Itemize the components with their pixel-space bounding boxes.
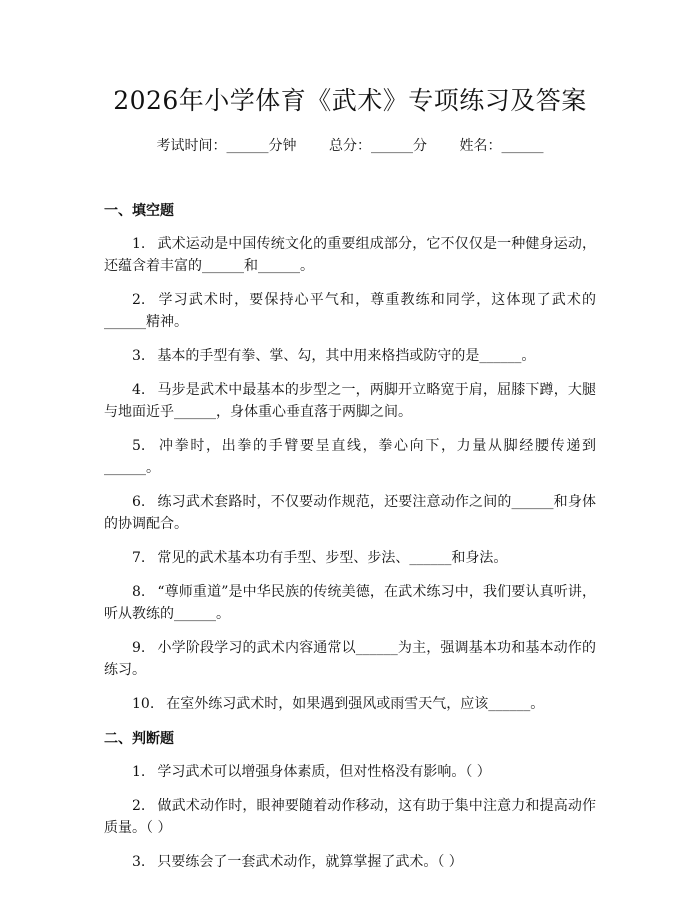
question-text: 只要练会了一套武术动作，就算掌握了武术。（ ） — [157, 854, 463, 870]
question-item — [104, 795, 596, 839]
question-text: 学习武术可以增强身体素质，但对性格没有影响。（ ） — [157, 764, 491, 780]
question-number: 7. — [132, 550, 146, 566]
question-number: 4. — [132, 382, 146, 398]
question-item — [104, 581, 596, 625]
question-item — [104, 435, 596, 479]
question-item — [104, 233, 596, 277]
question-number: 6. — [132, 494, 146, 510]
question-item — [104, 637, 596, 681]
section-heading: 二、判断题 — [104, 731, 174, 747]
question-text: 冲拳时，出拳的手臂要呈直线，拳心向下，力量从脚经腰传递到______。 — [104, 438, 596, 476]
question-number: 1. — [132, 764, 146, 780]
question-text: 在室外练习武术时，如果遇到强风或雨雪天气，应该______。 — [166, 696, 545, 712]
document-title: 2026年小学体育《武术》专项练习及答案 — [113, 86, 587, 115]
student-name-label: 姓名：______ — [459, 138, 544, 154]
question-item — [104, 345, 596, 367]
question-item — [104, 547, 596, 569]
question-item — [104, 379, 596, 423]
exam-time-label: 考试时间：______分钟 — [156, 138, 297, 154]
section-heading: 一、填空题 — [104, 203, 174, 219]
question-item — [104, 693, 596, 715]
section-true-false — [104, 729, 596, 873]
question-list — [104, 233, 596, 715]
question-number: 9. — [132, 640, 146, 656]
question-text: 学习武术时，要保持心平气和，尊重教练和同学，这体现了武术的______精神。 — [104, 292, 596, 330]
question-number: 3. — [132, 854, 146, 870]
question-number: 2. — [132, 798, 146, 814]
total-score-label: 总分：______分 — [329, 138, 427, 154]
question-number: 8. — [132, 584, 146, 600]
question-text: 小学阶段学习的武术内容通常以______为主，强调基本功和基本动作的练习。 — [104, 640, 596, 678]
question-item — [104, 289, 596, 333]
question-text: 做武术动作时，眼神要随着动作移动，这有助于集中注意力和提高动作质量。（ ） — [104, 798, 596, 836]
exam-meta — [104, 136, 596, 156]
question-text: “尊师重道”是中华民族的传统美德，在武术练习中，我们要认真听讲，听从教练的______。 — [104, 584, 596, 622]
question-text: 武术运动是中国传统文化的重要组成部分，它不仅仅是一种健身运动，还蕴含着丰富的______和______。 — [104, 236, 596, 274]
question-item — [104, 761, 596, 783]
question-list — [104, 761, 596, 873]
question-number: 2. — [132, 292, 146, 308]
question-number: 10. — [132, 696, 155, 712]
question-number: 1. — [132, 236, 146, 252]
question-text: 马步是武术中最基本的步型之一，两脚开立略宽于肩，屈膝下蹲，大腿与地面近乎______，身体重心垂直落于两脚之间。 — [104, 382, 596, 420]
question-number: 3. — [132, 348, 146, 364]
question-item — [104, 851, 596, 873]
question-text: 常见的武术基本功有手型、步型、步法、______和身法。 — [157, 550, 508, 566]
question-number: 5. — [132, 438, 146, 454]
question-text: 基本的手型有拳、掌、勾，其中用来格挡或防守的是______。 — [157, 348, 536, 364]
question-item — [104, 491, 596, 535]
question-text: 练习武术套路时，不仅要动作规范，还要注意动作之间的______和身体的协调配合。 — [104, 494, 596, 532]
section-fill-in-blank — [104, 201, 596, 715]
